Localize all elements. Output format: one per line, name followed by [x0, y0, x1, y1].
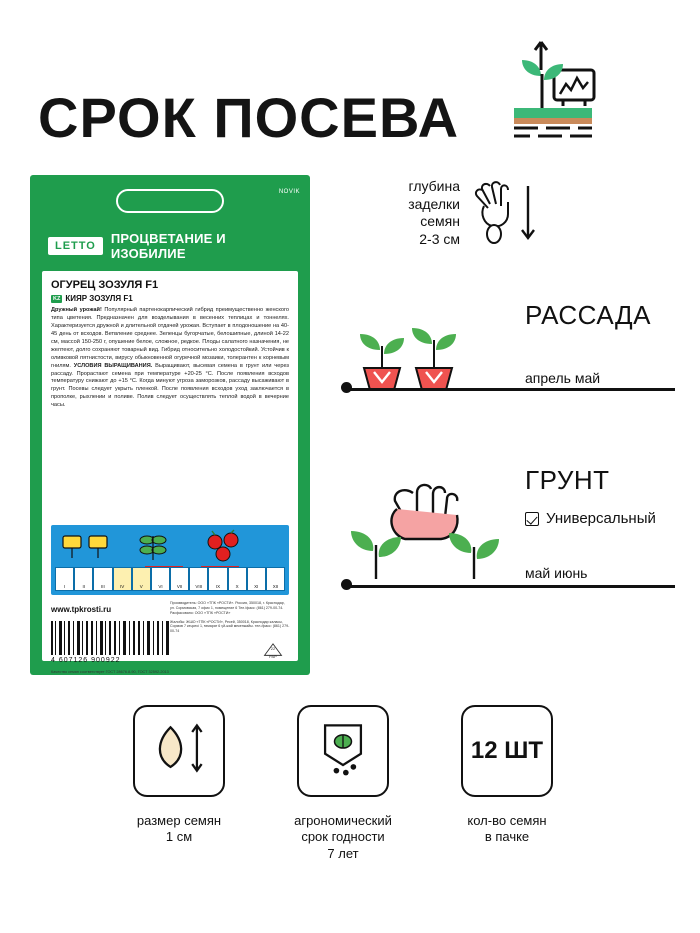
ground-title: ГРУНТ	[525, 465, 610, 495]
sowing-depth-text	[345, 178, 460, 248]
ground-timeline	[345, 585, 675, 588]
depth-line-3: семян	[420, 213, 460, 229]
checkbox-icon	[525, 512, 539, 526]
depth-value: 2-3 см	[419, 230, 460, 247]
calendar-month: II	[74, 567, 93, 591]
depth-line-1: глубина	[408, 178, 460, 194]
depth-line-2: заделки	[408, 195, 460, 212]
seedling-timeline	[345, 388, 675, 391]
seed-count-value: 12 ШТ	[470, 737, 544, 764]
brand-badge: LETTO	[48, 237, 103, 255]
packet-product-subtitle-row	[51, 294, 289, 303]
brand-slogan: ПРОЦВЕТАНИЕ И ИЗОБИЛИЕ	[110, 231, 226, 261]
soil-type-label: Универсальный	[546, 510, 656, 527]
packet-conditions-text: Выращивают, высевая семена в грунт или через рассаду. Прорастают семена при температуре +20-25 °С. После появления всходов температуру снижают до +15 °С. Когда минуют угроза заморозков, рассаду высаживают в грунт. Посевы следует укрыть пленкой. После появления всходов уход заключается в прополке, рыхлении и поливе. Полив следует осуществлять теплой водой в вечерние часы.	[51, 362, 289, 409]
calendar-month-row	[55, 567, 285, 591]
seed-size-label-2: 1 см	[165, 829, 193, 845]
ground-timeline-dot	[341, 579, 352, 590]
seed-count-label-2: в пачке	[484, 829, 530, 845]
packet-description	[51, 307, 289, 410]
sprout-monitor-icon	[508, 36, 598, 146]
seed-size-icon	[146, 716, 212, 787]
packet-legal-text	[170, 601, 290, 634]
seed-count-label	[417, 813, 597, 846]
page-header	[0, 28, 700, 148]
calendar-month: I	[55, 567, 74, 591]
packet-barcode	[51, 621, 171, 655]
pap-number: 22	[270, 646, 276, 651]
packet-conditions-label: УСЛОВИЯ ВЫРАЩИВАНИЯ.	[73, 362, 153, 369]
seedling-title: РАССАДА	[525, 300, 652, 330]
hand-seed-depth-icon	[470, 180, 542, 248]
packet-legal-ru: Производитель: ООО «ТПК «РОСТИ». Россия, 350018, г. Краснодар, ул. Сормовская, 7 офис 1, помещение 6 Тел./факс: (861) 279-00-74. Расфасовано: ООО «ТПК «РОСТИ»	[170, 601, 285, 615]
seedling-timeline-dot	[341, 382, 352, 393]
seed-count-card	[461, 705, 553, 797]
packet-website: www.tpkrosti.ru	[51, 605, 112, 614]
calendar-icons	[55, 528, 285, 566]
seed-packet-expiry-icon	[310, 716, 376, 787]
seed-size-label-1: размер семян	[136, 813, 222, 828]
packet-barcode-number: 4 607126 900922	[51, 657, 121, 664]
expiry-label-1: агрономический	[294, 813, 392, 828]
calendar-month: XII	[266, 567, 285, 591]
seed-packet-image	[30, 175, 310, 675]
calendar-month: V	[132, 567, 151, 591]
packet-description-text: Популярный партенокарпический гибрид преимущественно женского типа цветения. Предназначен для возделывания в весенних теплицах и тоннелях. Характеризуется дружной и длительной отдачей урожая. Вступает в плодоношение на 40-45 день от всходов. Ветвление среднее. Зеленцы бугорчатые, белошипные, длиной 14-22 см, массой 150-250 г, опушение белое, сложное, редкое. Плоды салатного назначения, не желтеют, долго сохраняют товарный вид. Гибрид относительно холодостойкий. Устойчив к оливковой пятнистости, вирусу обыкновенной огуречной мозаики, толерантен к корневым гнилям.	[51, 307, 289, 369]
packet-description-lead: Дружный урожай!	[51, 307, 102, 313]
packet-product-subtitle: КИЯР ЗОЗУЛЯ F1	[65, 294, 133, 303]
packet-sowing-calendar	[51, 525, 289, 595]
calendar-month: IX	[208, 567, 227, 591]
packet-hang-hole	[116, 189, 224, 213]
calendar-month: VII	[170, 567, 189, 591]
calendar-month: III	[93, 567, 112, 591]
expiry-card	[297, 705, 389, 797]
seedling-pots-icon	[350, 310, 500, 395]
kz-badge: KZ	[53, 295, 61, 302]
hand-planting-icon	[345, 483, 515, 583]
seedling-period: апрель май	[525, 370, 601, 386]
packet-product-title: ОГУРЕЦ ЗОЗУЛЯ F1	[51, 279, 159, 291]
seed-size-card	[133, 705, 225, 797]
sowing-depth-block	[345, 178, 545, 248]
calendar-month: VIII	[189, 567, 208, 591]
info-cards	[0, 705, 700, 915]
calendar-month: X	[228, 567, 247, 591]
soil-type-row	[525, 510, 656, 527]
calendar-month: IV	[113, 567, 132, 591]
packet-code: NOVIK	[278, 189, 300, 195]
pap-label: PAP	[269, 654, 277, 659]
packet-legal-kz: Жалобы: ЖШО «ТПК «РОСТИ», Ресей, 350018, Краснодар каласы, Сормов 7 кеңсесі 1, ғимарат 6 үй-жай мекенжайы. тел./факс: (861) 279-00-74	[170, 619, 290, 634]
packet-recycle-mark	[260, 643, 286, 659]
expiry-label-2: срок годности	[301, 829, 385, 845]
page-title: СРОК ПОСЕВА	[38, 86, 460, 149]
seed-size-label	[89, 813, 269, 846]
calendar-month: VI	[151, 567, 170, 591]
seed-count-label-1: кол-во семян	[467, 813, 547, 828]
packet-gost: Качество семян соответствует ГОСТ 28676.8-90, ГОСТ 32592-2013	[51, 670, 169, 674]
packet-brand-row	[48, 233, 298, 259]
calendar-month: XI	[247, 567, 266, 591]
expiry-label-3: 7 лет	[327, 845, 359, 861]
packet-front-panel	[42, 271, 298, 674]
ground-period: май июнь	[525, 565, 588, 581]
expiry-label	[253, 813, 433, 862]
